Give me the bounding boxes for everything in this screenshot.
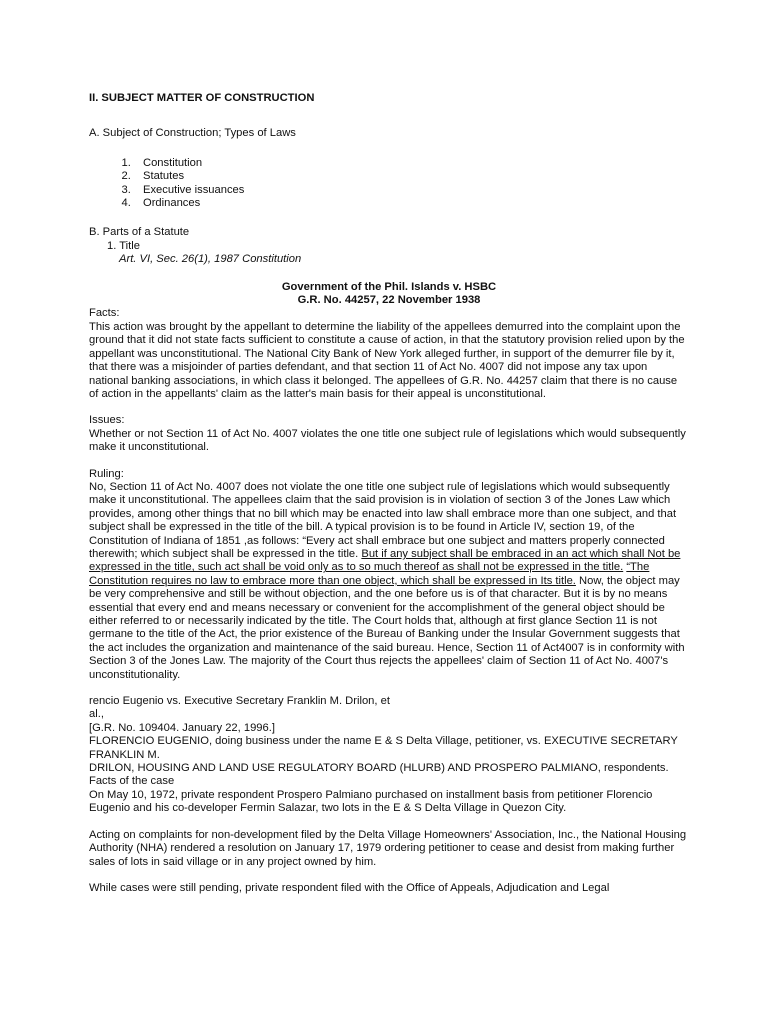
section-heading: II. SUBJECT MATTER OF CONSTRUCTION <box>89 92 315 104</box>
facts-label: Facts: <box>89 307 120 320</box>
list-item: 3. Executive issuances <box>134 184 689 197</box>
case-title: Government of the Phil. Islands v. HSBC <box>281 280 497 293</box>
part-title-label: 1. Title <box>107 239 140 252</box>
list-item: 2. Statutes <box>134 170 689 183</box>
case-gr-number: G.R. No. 44257, 22 November 1938 <box>297 294 481 307</box>
ruling-underlined-quote: But if any subject shall be embraced in an act which shall Not be expressed in the title, such act shall be void only as to so much thereof as shall not be expressed in the title. <box>89 547 681 574</box>
document-content <box>89 92 689 895</box>
case2-parties-cont: DRILON, HOUSING AND LAND USE REGULATORY BOARD (HLURB) AND PROSPERO PALMIANO, respondents. <box>89 762 669 775</box>
case2-facts-paragraph: On May 10, 1972, private respondent Prospero Palmiano purchased on installment basis from petitioner Florencio Eugenio and his co-developer Fermin Salazar, two lots in the E & S Delta Village in Quezon City. <box>89 788 653 815</box>
issues-paragraph: Whether or not Section 11 of Act No. 4007 violates the one title one subject rule of legislations which would subsequently make it unconstitutional. <box>89 427 686 454</box>
ruling-underlined-quote-2: “The Constitution requires no law to embrace more than one object, which shall be expressed in Its title. <box>89 561 650 587</box>
ruling-paragraph <box>89 481 689 682</box>
case2-title-line: al., <box>89 708 104 721</box>
list-item: 4. Ordinances <box>134 197 689 210</box>
section-a-heading: A. Subject of Construction; Types of Laws <box>89 127 296 140</box>
case2-facts-paragraph: Acting on complaints for non-development filed by the Delta Village Homeowners' Association, Inc., the National Housing Authority (NHA) rendered a resolution on January 17, 1979 ordering petitioner to cease and desist from making further sales of lots in said village or in any project owned by him. <box>89 828 687 868</box>
ruling-text-end: Now, the object may be very comprehensive and still be without objection, and the one before us is of that character. But it is by no means essential that every end and means necessary or convenient for the accomplishment of the general object should be either referred to or necessarily indicated by the title. The Court holds that, although at first glance Section 11 is not germane to the title of the Act, the prior existence of the Bureau of Banking under the Insular Government suggests that the act includes the organization and maintenance of the said bureau. Hence, Section 11 of Act4007 is in conformity with Section 3 of the Jones Law. The majority of the Court thus rejects the appellees' claim of Section 11 of Act No. 4007's unconstitutionality. <box>89 574 685 681</box>
ruling-text-start: No, Section 11 of Act No. 4007 does not violate the one title one subject rule of legislations which would subsequently make it unconstitutional. The appellees claim that the said provision is in violation of section 3 of the Jones Law which provides, among other things that no bill which may be enacted into law shall embrace more than one subject, and that subject shall be expressed in the title of the bill. A typical provision is to be found in Article IV, section 19, of the Constitution of Indiana of 1851 ,as follows: “Every act shall embrace but one subject and matters properly connected therewith; which subject shall be expressed in the title. <box>89 480 677 560</box>
section-b-heading: B. Parts of a Statute <box>89 226 190 239</box>
case2-facts-paragraph: While cases were still pending, private respondent filed with the Office of Appeals, Adjudication and Legal <box>89 881 610 894</box>
list-item: 1. Constitution <box>134 157 689 170</box>
facts-paragraph: This action was brought by the appellant to determine the liability of the appellees demurred into the complaint upon the ground that it did not state facts sufficient to constitute a cause of action, in that the statutory provision relied upon by the appellant was unconstitutional. The National City Bank of New York alleged further, in support of the demurrer file by it, that there was a misjoinder of parties defendant, and that section 11 of Act No. 4007 did not impose any tax upon national banking associations, in which class it belonged. The appellees of G.R. No. 44257 claim that there is no cause of action in the appellants' claim as the latter's main basis for their appeal is unconstitutional. <box>89 320 685 400</box>
case2-gr-number: [G.R. No. 109404. January 22, 1996.] <box>89 721 275 734</box>
types-of-laws-list <box>89 157 689 211</box>
constitution-citation: Art. VI, Sec. 26(1), 1987 Constitution <box>119 253 302 266</box>
case2-parties: FLORENCIO EUGENIO, doing business under the name E & S Delta Village, petitioner, vs. EXECUTIVE SECRETARY FRANKLIN M. <box>89 735 678 761</box>
case2-facts-label: Facts of the case <box>89 775 175 788</box>
issues-label: Issues: <box>89 414 125 427</box>
ruling-label: Ruling: <box>89 467 124 480</box>
case2-title-line: rencio Eugenio vs. Executive Secretary Franklin M. Drilon, et <box>89 695 390 708</box>
